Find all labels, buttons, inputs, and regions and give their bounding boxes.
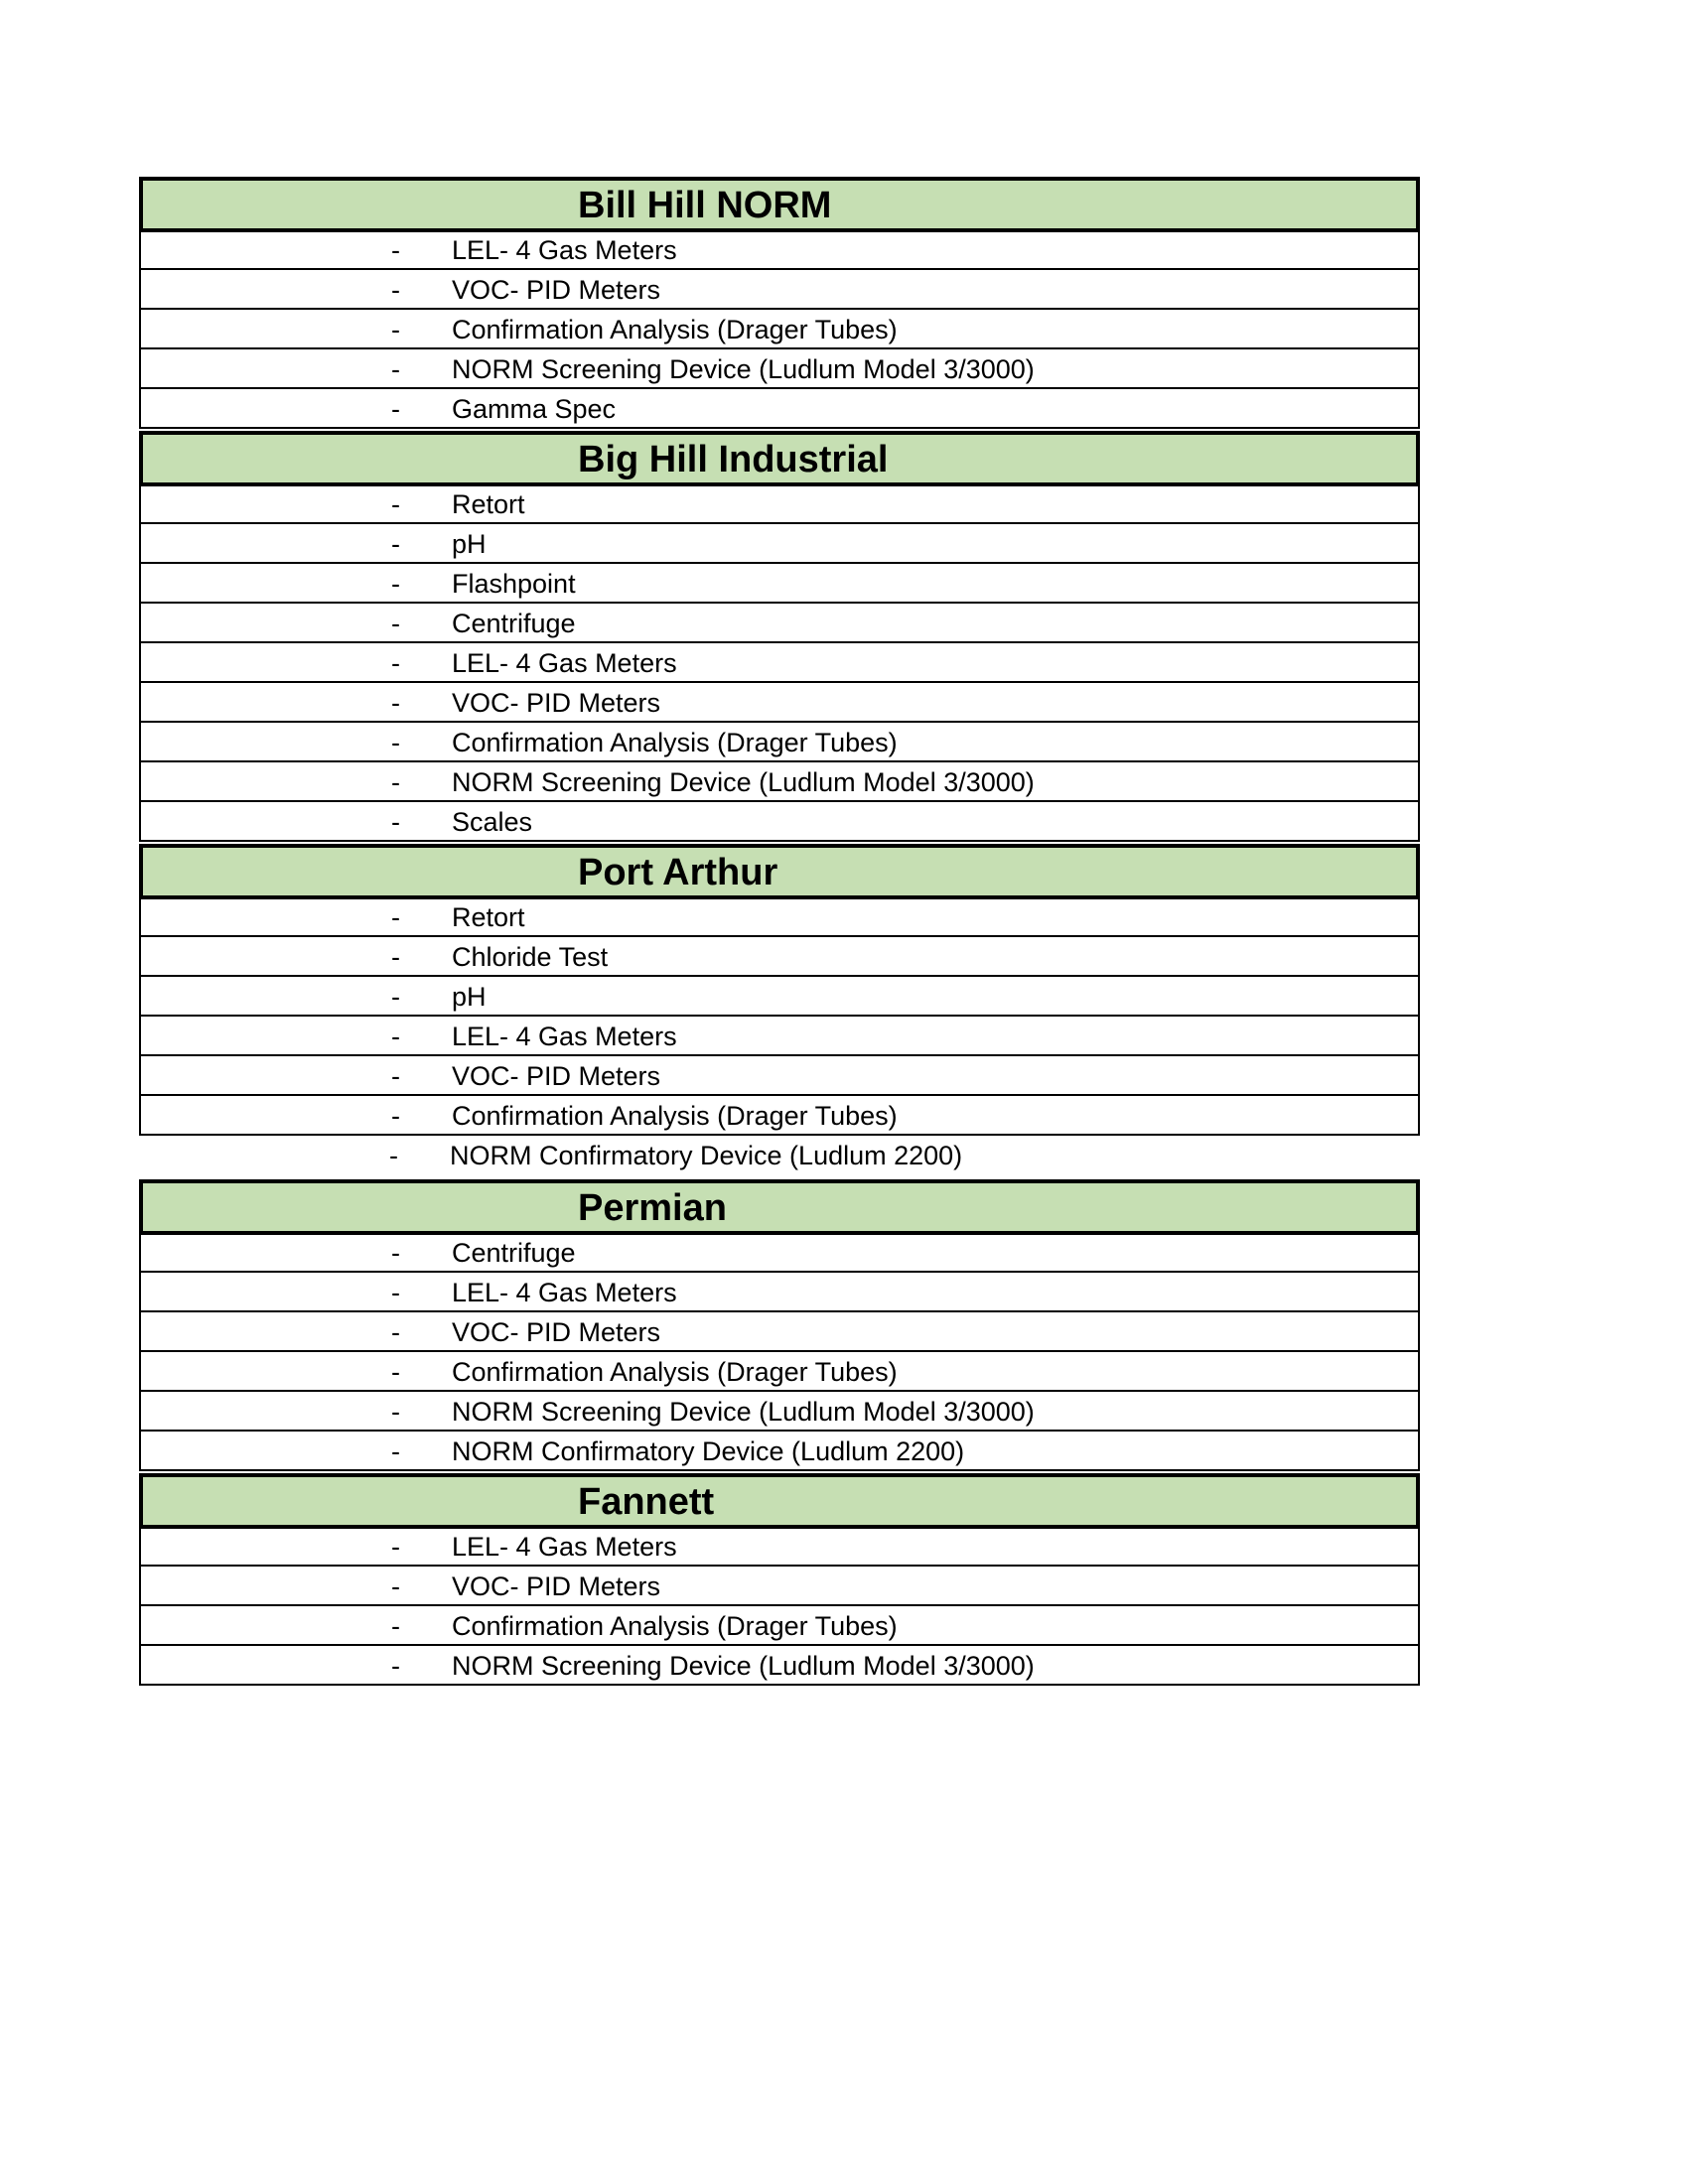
equipment-row: [139, 723, 1420, 762]
equipment-item-label: LEL- 4 Gas Meters: [452, 648, 677, 678]
bullet-dash: -: [391, 1571, 400, 1601]
bullet-dash: -: [391, 728, 400, 757]
section-title: Big Hill Industrial: [578, 439, 889, 480]
equipment-item-label: Scales: [452, 807, 533, 837]
equipment-item-label: Chloride Test: [452, 942, 609, 972]
bullet-dash: -: [391, 354, 400, 384]
table-border-line: [139, 1134, 1420, 1136]
equipment-row: [139, 1056, 1420, 1096]
equipment-item-label: Confirmation Analysis (Drager Tubes): [452, 1357, 898, 1387]
bullet-dash: -: [391, 569, 400, 599]
bullet-dash: -: [391, 394, 400, 424]
equipment-item-label: VOC- PID Meters: [452, 1571, 661, 1601]
bullet-dash: -: [391, 648, 400, 678]
equipment-item-label: LEL- 4 Gas Meters: [452, 1022, 677, 1051]
bullet-dash: -: [391, 1611, 400, 1641]
equipment-row: [139, 349, 1420, 389]
equipment-item-label: Confirmation Analysis (Drager Tubes): [452, 1611, 898, 1641]
equipment-row: [139, 1527, 1420, 1567]
equipment-item-label: NORM Screening Device (Ludlum Model 3/3000): [452, 354, 1035, 384]
equipment-item-label: VOC- PID Meters: [452, 688, 661, 718]
bullet-dash: -: [391, 315, 400, 344]
equipment-row: [139, 524, 1420, 564]
bullet-dash: -: [391, 1101, 400, 1131]
bullet-dash: -: [391, 1357, 400, 1387]
section-header-bill-hill-norm: [139, 177, 1420, 232]
equipment-row: [139, 977, 1420, 1017]
equipment-row: [139, 1017, 1420, 1056]
equipment-item-label: Confirmation Analysis (Drager Tubes): [452, 1101, 898, 1131]
equipment-item-label: NORM Screening Device (Ludlum Model 3/3000): [452, 767, 1035, 797]
bullet-dash: -: [391, 1278, 400, 1307]
section-header-big-hill-industrial: [139, 431, 1420, 486]
equipment-row: [139, 1096, 1420, 1136]
equipment-row: [139, 1567, 1420, 1606]
equipment-item-label: Retort: [452, 902, 525, 932]
equipment-row: [139, 604, 1420, 643]
equipment-item-label: Retort: [452, 489, 525, 519]
equipment-item-label: NORM Screening Device (Ludlum Model 3/3000): [452, 1397, 1035, 1427]
equipment-item-label: Gamma Spec: [452, 394, 617, 424]
equipment-row: [139, 1432, 1420, 1471]
equipment-item-label: NORM Screening Device (Ludlum Model 3/3000): [452, 1651, 1035, 1681]
equipment-row: [139, 389, 1420, 429]
bullet-dash: -: [391, 1532, 400, 1562]
equipment-item-label: pH: [452, 982, 487, 1012]
bullet-dash: -: [391, 489, 400, 519]
equipment-row: [139, 1646, 1420, 1686]
equipment-row: [139, 802, 1420, 842]
bullet-dash: -: [391, 275, 400, 305]
equipment-row: [139, 270, 1420, 310]
section-header-port-arthur: [139, 844, 1420, 899]
equipment-item-label: VOC- PID Meters: [452, 1317, 661, 1347]
equipment-row: [139, 762, 1420, 802]
equipment-row: [139, 897, 1420, 937]
section-header-permian: [139, 1179, 1420, 1235]
equipment-item-label: NORM Confirmatory Device (Ludlum 2200): [452, 1436, 965, 1466]
equipment-row: [139, 1312, 1420, 1352]
bullet-dash: -: [391, 942, 400, 972]
equipment-row: [139, 230, 1420, 270]
bullet-dash: -: [391, 1436, 400, 1466]
section-header-fannett: [139, 1473, 1420, 1529]
section-title: Permian: [578, 1187, 727, 1229]
bullet-dash: -: [391, 982, 400, 1012]
equipment-item-label: VOC- PID Meters: [452, 275, 661, 305]
equipment-item-label: LEL- 4 Gas Meters: [452, 235, 677, 265]
equipment-item-label: Confirmation Analysis (Drager Tubes): [452, 728, 898, 757]
equipment-item-label: Confirmation Analysis (Drager Tubes): [452, 315, 898, 344]
bullet-dash: -: [391, 1238, 400, 1268]
bullet-dash: -: [391, 529, 400, 559]
bullet-dash: -: [391, 1022, 400, 1051]
bullet-dash: -: [391, 1651, 400, 1681]
equipment-row: [139, 484, 1420, 524]
equipment-row: [139, 643, 1420, 683]
equipment-row: [139, 564, 1420, 604]
equipment-item-label: Flashpoint: [452, 569, 576, 599]
bullet-dash: -: [391, 1397, 400, 1427]
equipment-item-label: Centrifuge: [452, 609, 576, 638]
equipment-item-label: LEL- 4 Gas Meters: [452, 1532, 677, 1562]
equipment-row: [139, 1233, 1420, 1273]
equipment-row: [139, 683, 1420, 723]
section-title: Bill Hill NORM: [578, 185, 832, 226]
bullet-dash: -: [391, 235, 400, 265]
equipment-row: [139, 1392, 1420, 1432]
equipment-row: [139, 1273, 1420, 1312]
equipment-row: [139, 310, 1420, 349]
bullet-dash: -: [391, 688, 400, 718]
bullet-dash: -: [391, 1317, 400, 1347]
equipment-item-label: Centrifuge: [452, 1238, 576, 1268]
section-title: Fannett: [578, 1481, 715, 1523]
bullet-dash: -: [389, 1141, 398, 1170]
equipment-item-label: NORM Confirmatory Device (Ludlum 2200): [450, 1141, 963, 1170]
equipment-item-label: LEL- 4 Gas Meters: [452, 1278, 677, 1307]
equipment-item-label: VOC- PID Meters: [452, 1061, 661, 1091]
section-title: Port Arthur: [578, 852, 778, 893]
bullet-dash: -: [391, 902, 400, 932]
bullet-dash: -: [391, 807, 400, 837]
equipment-row: [139, 1606, 1420, 1646]
bullet-dash: -: [391, 609, 400, 638]
bullet-dash: -: [391, 1061, 400, 1091]
equipment-row: [139, 937, 1420, 977]
equipment-row: [139, 1136, 1420, 1175]
equipment-row: [139, 1352, 1420, 1392]
equipment-item-label: pH: [452, 529, 487, 559]
bullet-dash: -: [391, 767, 400, 797]
